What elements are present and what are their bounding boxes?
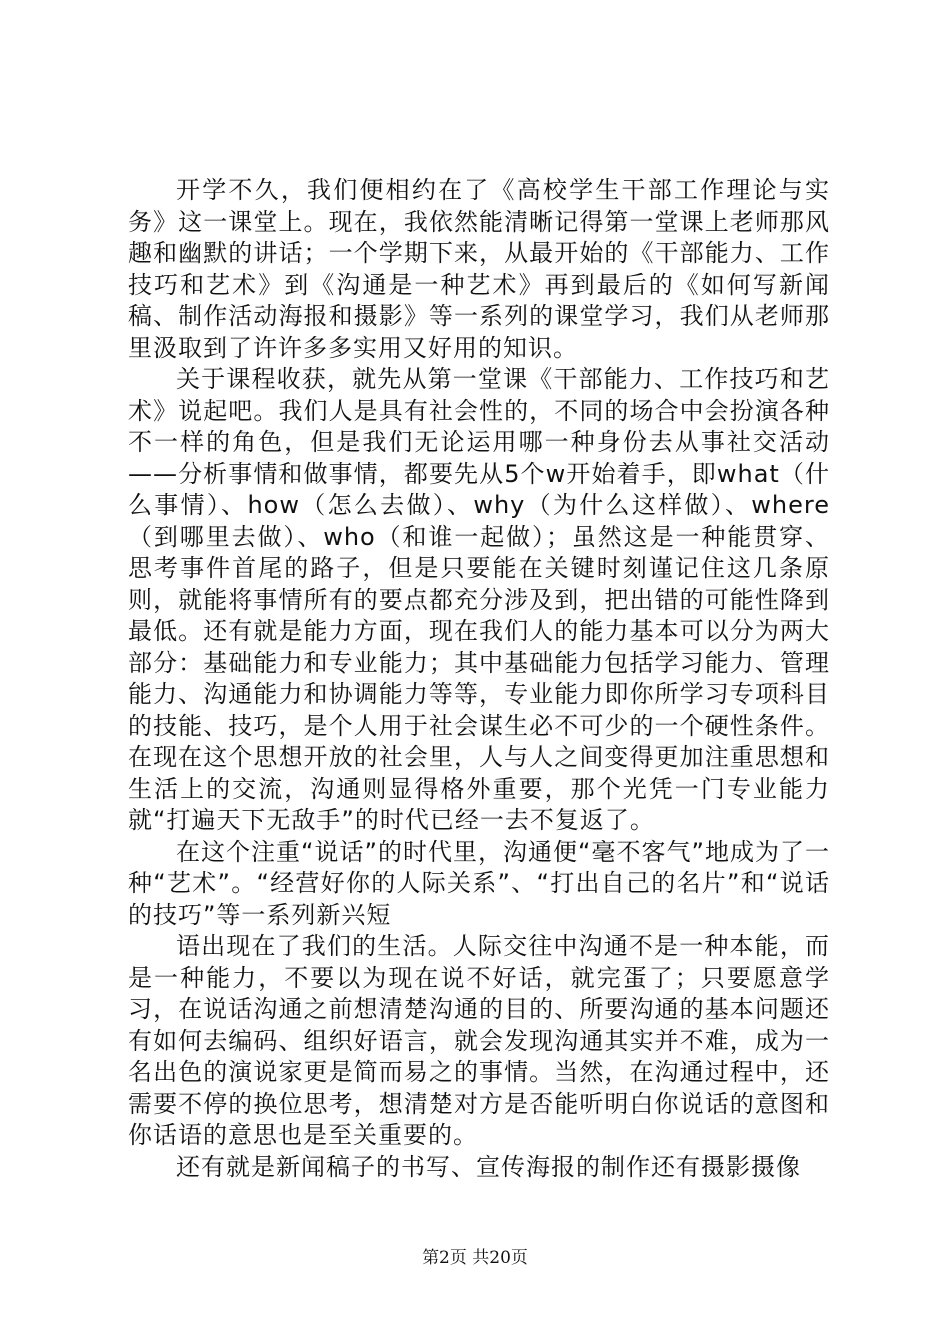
paragraph-5: 还有就是新闻稿子的书写、宣传海报的制作还有摄影摄像 [176,1152,801,1181]
document-body [128,175,830,1183]
page-number-footer: 第2页 共20页 [422,1248,528,1268]
paragraph-3: 在这个注重“说话”的时代里，沟通便“毫不客气”地成为了一种“艺术”。“经营好你的人际关系”、“打出自己的名片”和“说话的技巧”等一系列新兴短 [128,837,830,929]
paragraph-4: 语出现在了我们的生活。人际交往中沟通不是一种本能，而是一种能力，不要以为现在说不好话，就完蛋了；只要愿意学习，在说话沟通之前想清楚沟通的目的、所要沟通的基本问题还有如何去编码、组织好语言，就会发现沟通其实并不难，成为一名出色的演说家更是简而易之的事情。当然，在沟通过程中，还需要不停的换位思考，想清楚对方是否能听明白你说话的意图和你话语的意思也是至关重要的。 [128,932,830,1149]
paragraph-1: 开学不久，我们便相约在了《高校学生干部工作理论与实务》这一课堂上。现在，我依然能清晰记得第一堂课上老师那风趣和幽默的讲话；一个学期下来，从最开始的《干部能力、工作技巧和艺术》到《沟通是一种艺术》再到最后的《如何写新闻稿、制作活动海报和摄影》等一系列的课堂学习，我们从老师那里汲取到了许许多多实用又好用的知识。 [128,176,830,362]
paragraph-2: 关于课程收获，就先从第一堂课《干部能力、工作技巧和艺术》说起吧。我们人是具有社会性的，不同的场合中会扮演各种不一样的角色，但是我们无论运用哪一种身份去从事社交活动——分析事情和做事情，都要先从5个w开始着手，即what（什么事情）、how（怎么去做）、why（为什么这样做）、where（到哪里去做）、who（和谁一起做）；虽然这是一种能贯穿、思考事件首尾的路子，但是只要能在关键时刻谨记住这几条原则，就能将事情所有的要点都充分涉及到，把出错的可能性降到最低。还有就是能力方面，现在我们人的能力基本可以分为两大部分：基础能力和专业能力；其中基础能力包括学习能力、管理能力、沟通能力和协调能力等等，专业能力即你所学习专项科目的技能、技巧，是个人用于社会谋生必不可少的一个硬性条件。在现在这个思想开放的社会里，人与人之间变得更加注重思想和生活上的交流，沟通则显得格外重要，那个光凭一门专业能力就“打遍天下无敌手”的时代已经一去不复返了。 [128,365,830,834]
